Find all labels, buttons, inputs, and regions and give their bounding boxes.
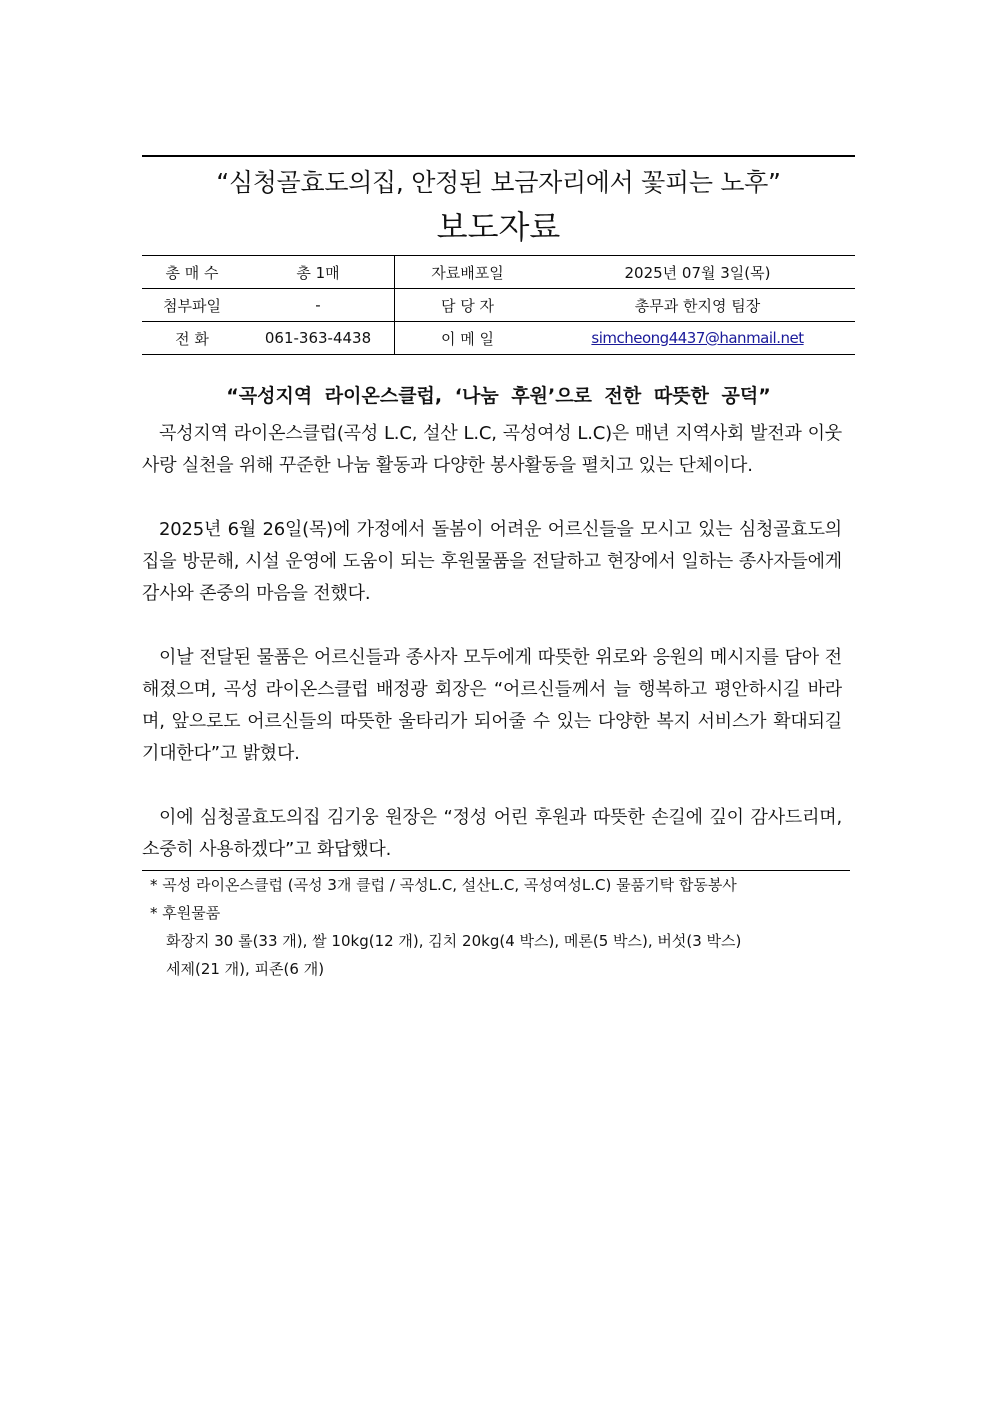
contact-person-label: 담 당 자 bbox=[395, 289, 541, 322]
footnotes bbox=[142, 870, 850, 983]
phone-value: 061-363-4438 bbox=[242, 322, 395, 355]
sheet-count-label: 총 매 수 bbox=[165, 263, 219, 282]
info-row bbox=[142, 289, 855, 322]
donated-items-line: 화장지 30 롤(33 개), 쌀 10kg(12 개), 김치 20kg(4 박스), 메론(5 박스), 버섯(3 박스) bbox=[166, 932, 742, 950]
sheet-count-value: 총 1매 bbox=[296, 263, 340, 282]
info-row bbox=[142, 322, 855, 355]
paragraph: 이에 심청골효도의집 김기웅 원장은 “정성 어린 후원과 따뜻한 손길에 깊이 감사드리며, 소중히 사용하겠다”고 화답했다. bbox=[142, 807, 842, 860]
attachment-label: 첨부파일 bbox=[142, 289, 242, 322]
donated-items-line: 세제(21 개), 피존(6 개) bbox=[166, 960, 325, 978]
info-row bbox=[142, 256, 855, 289]
article-body bbox=[142, 418, 842, 866]
press-release-page bbox=[142, 155, 855, 983]
phone-label: 전 화 bbox=[142, 322, 242, 355]
info-table bbox=[142, 255, 855, 355]
attachment-value: - bbox=[242, 289, 395, 322]
subheadline: “곡성지역 라이온스클럽, ‘나눔 후원’으로 전한 따뜻한 공덕” bbox=[226, 385, 771, 407]
footnote-club: * 곡성 라이온스클럽 (곡성 3개 클럽 / 곡성L.C, 설산L.C, 곡성여성L.C) 물품기탁 합동봉사 bbox=[150, 876, 737, 894]
paragraph: 2025년 6월 26일(목)에 가정에서 돌봄이 어려운 어르신들을 모시고 있는 심청골효도의집을 방문해, 시설 운영에 도움이 되는 후원물품을 전달하고 현장에서 일하는 종사자들에게 감사와 존중의 마음을 전했다. bbox=[142, 519, 842, 604]
top-rule bbox=[142, 155, 855, 157]
email-cell bbox=[540, 322, 855, 355]
email-link[interactable]: simcheong4437@hanmail.net bbox=[591, 329, 804, 347]
headline: “심청골효도의집, 안정된 보금자리에서 꽃피는 노후” bbox=[216, 168, 781, 197]
email-label: 이 메 일 bbox=[395, 322, 541, 355]
release-date-label: 자료배포일 bbox=[395, 256, 541, 289]
release-date-value: 2025년 07월 3일(목) bbox=[624, 263, 771, 282]
contact-person-value: 총무과 한지영 팀장 bbox=[540, 289, 855, 322]
footnote-items-heading: * 후원물품 bbox=[150, 904, 221, 922]
doc-title: 보도자료 bbox=[436, 208, 561, 246]
paragraph: 이날 전달된 물품은 어르신들과 종사자 모두에게 따뜻한 위로와 응원의 메시지를 담아 전해졌으며, 곡성 라이온스클럽 배정광 회장은 “어르신들께서 늘 행복하고 평안하시길 바라며, 앞으로도 어르신들의 따뜻한 울타리가 되어줄 수 있는 다양한 복지 서비스가 확대되길 기대한다”고 밝혔다. bbox=[142, 647, 842, 764]
paragraph: 곡성지역 라이온스클럽(곡성 L.C, 설산 L.C, 곡성여성 L.C)은 매년 지역사회 발전과 이웃사랑 실천을 위해 꾸준한 나눔 활동과 다양한 봉사활동을 펼치고 있는 단체이다. bbox=[142, 423, 842, 476]
